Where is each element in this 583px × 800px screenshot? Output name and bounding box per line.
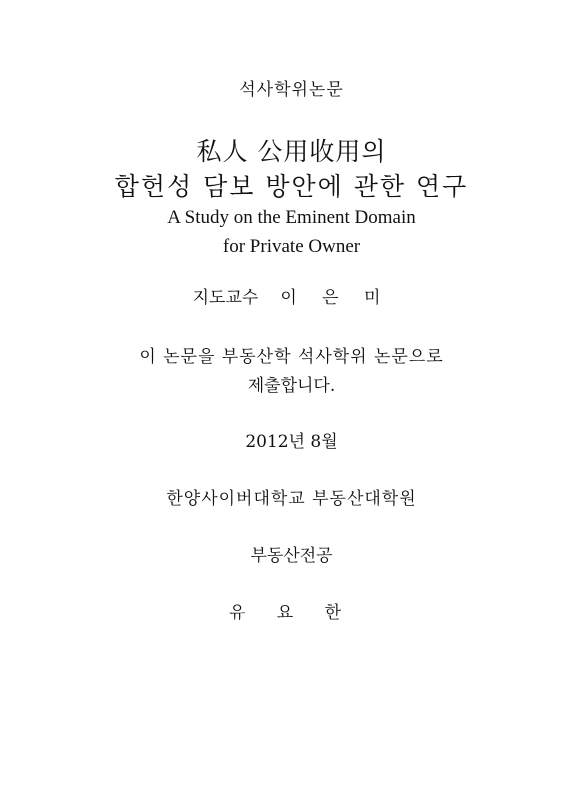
thesis-title-english-line2: for Private Owner [222, 236, 361, 257]
school-name: 한양사이버대학교 부동산대학원 [166, 489, 417, 509]
submission-date: 2012년 8월 [245, 432, 338, 452]
submission-statement-line1: 이 논문을 부동산학 석사학위 논문으로 [139, 347, 444, 367]
thesis-title-korean-line2: 합헌성 담보 방안에 관한 연구 [114, 172, 469, 201]
advisor-name: 이 은 미 [280, 288, 391, 308]
submission-statement-line2: 제출합니다. [247, 376, 336, 396]
thesis-title-korean-line1: 私人 公用收用의 [196, 137, 387, 166]
major-name: 부동산전공 [250, 546, 333, 566]
degree-type: 석사학위논문 [239, 80, 344, 100]
author-name: 유 요 한 [228, 603, 355, 623]
thesis-title-english-line1: A Study on the Eminent Domain [167, 207, 416, 228]
advisor-label: 지도교수 [192, 288, 259, 308]
advisor-line [0, 290, 583, 307]
